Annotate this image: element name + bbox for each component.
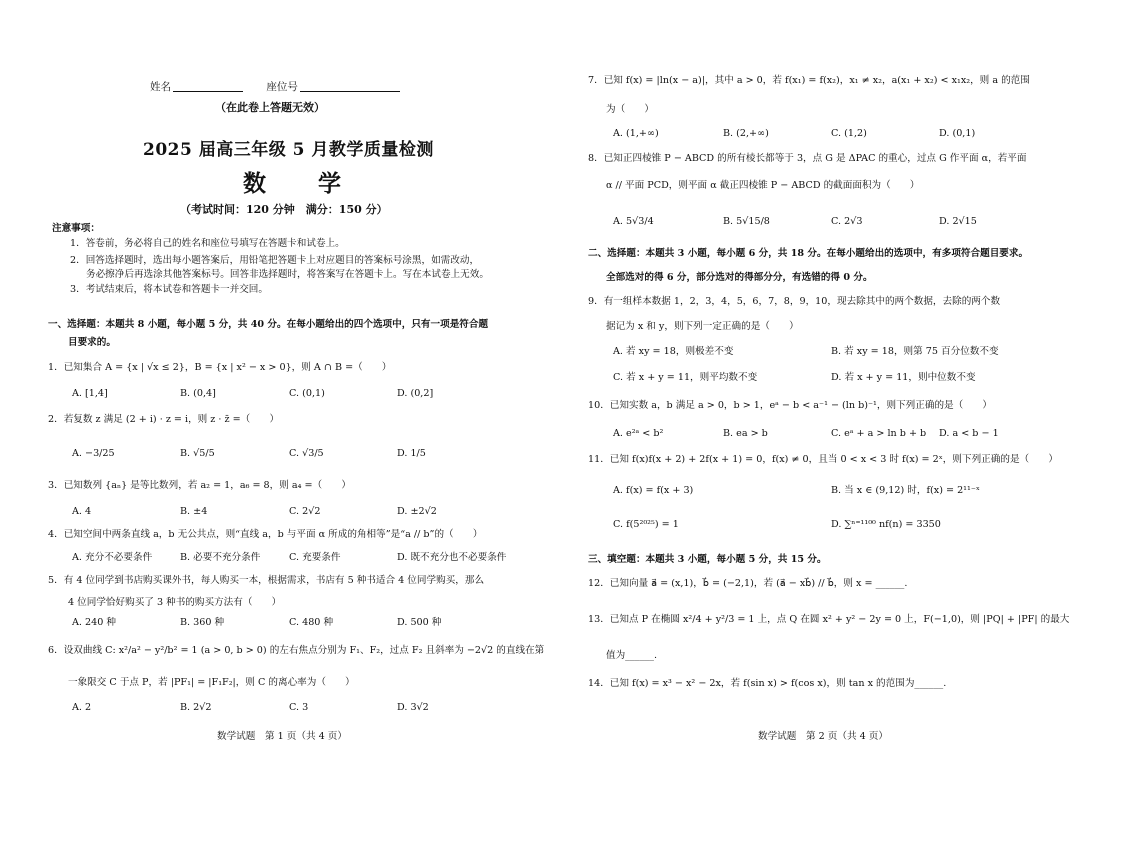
invalid-note: （在此卷上答题无效） [215,101,325,114]
page-footer: 数学试题 第 1 页（共 4 页） [217,731,347,742]
option-d: D. 2√15 [939,216,977,227]
option-d: D. 既不充分也不必要条件 [397,552,507,563]
option-a: A. 若 xy = 18，则极差不变 [613,346,734,357]
notes-heading: 注意事项： [52,223,100,234]
question-11-stem: 11．已知 f(x)f(x + 2) + 2f(x + 1) = 0，f(x) ≠ 0，且当 0 < x < 3 时 f(x) = 2ˣ，则下列正确的是（ ） [588,454,1058,465]
option-a: A. [1,4] [72,388,108,399]
option-b: B. ±4 [180,506,208,517]
option-c: C. 2√2 [289,506,321,517]
option-d: D. 500 种 [397,617,442,628]
option-b: B. 2√2 [180,702,212,713]
section1-heading: 一、选择题：本题共 8 小题，每小题 5 分，共 40 分。在每小题给出的四个选项中，只有一项是符合题 [48,319,489,330]
note-item: 2．回答选择题时，选出每小题答案后，用铅笔把答题卡上对应题目的答案标号涂黑，如需改动， [70,255,480,266]
option-a: A. 240 种 [72,617,116,628]
option-c: C. 2√3 [831,216,863,227]
note-item: 1．答卷前，务必将自己的姓名和座位号填写在答题卡和试卷上。 [70,238,345,249]
section2-heading-cont: 全部选对的得 6 分，部分选对的得部分分，有选错的得 0 分。 [606,272,873,283]
note-item: 务必擦净后再选涂其他答案标号。回答非选择题时，将答案写在答题卡上。写在本试卷上无效。 [86,269,489,280]
option-d: D. ∑ⁿ⁼¹¹⁰⁰ nf(n) = 3350 [831,519,941,530]
option-d: D. (0,1) [939,128,976,139]
question-5-stem: 5．有 4 位同学到书店购买课外书，每人购买一本，根据需求，书店有 5 种书适合 4 位同学购买，那么 [48,575,485,586]
option-c: C. √3/5 [289,448,324,459]
exam-page-right [561,0,1122,850]
name-label: 姓名 [150,81,171,93]
option-d: D. 3√2 [397,702,429,713]
option-a: A. −3/25 [72,448,115,459]
option-c: C. eᵃ + a > ln b + b [831,428,927,439]
option-c: C. (1,2) [831,128,867,139]
question-9-stem: 9．有一组样本数据 1，2，3，4，5，6，7，8，9，10，现去除其中的两个数据，去除的两个数 [588,296,1001,307]
option-c: C. (0,1) [289,388,325,399]
option-a: A. 5√3/4 [613,216,654,227]
option-a: A. e²ᵃ < b² [613,428,664,439]
question-8-stem-cont: α // 平面 PCD，则平面 α 截正四棱锥 P − ABCD 的截面面积为（ ） [606,180,920,191]
option-c: C. 480 种 [289,617,334,628]
option-a: A. 4 [72,506,92,517]
question-7-stem-cont: 为（ ） [606,104,654,115]
option-b: B. 5√15/8 [723,216,770,227]
question-6-stem-cont: 一象限交 C 于点 P，若 |PF₁| = |F₁F₂|，则 C 的离心率为（ ） [68,677,355,688]
option-d: D. a < b − 1 [939,428,999,439]
seat-label: 座位号 [266,81,298,93]
option-a: A. 充分不必要条件 [72,552,153,563]
exam-title: 2025 届高三年级 5 月教学质量检测 [143,140,434,160]
option-c: C. 若 x + y = 11，则平均数不变 [613,372,758,383]
option-b: B. (0,4] [180,388,216,399]
question-14: 14．已知 f(x) = x³ − x² − 2x，若 f(sin x) > f(cos x)，则 tan x 的范围为______. [588,678,947,689]
option-d: D. (0,2] [397,388,434,399]
question-1-stem: 1．已知集合 A = {x | √x ≤ 2}，B = {x | x² − x > 0}，则 A ∩ B =（ ） [48,362,392,373]
question-7-stem: 7．已知 f(x) = |ln(x − a)|，其中 a > 0，若 f(x₁) = f(x₂)，x₁ ≠ x₂，a(x₁ + x₂) < x₁x₂，则 a 的范围 [588,75,1030,86]
option-b: B. √5/5 [180,448,215,459]
question-8-stem: 8．已知正四棱锥 P − ABCD 的所有棱长都等于 3，点 G 是 ΔPAC 的重心，过点 G 作平面 α，若平面 [588,153,1027,164]
option-a: A. 2 [72,702,92,713]
question-12: 12．已知向量 a⃗ = (x,1)，b⃗ = (−2,1)，若 (a⃗ − xb⃗) // b⃗，则 x = ______. [588,578,908,589]
section1-heading-cont: 目要求的。 [68,337,116,348]
option-c: C. f(5²⁰²⁵) = 1 [613,519,679,530]
question-5-stem-cont: 4 位同学恰好购买了 3 种书的购买方法有（ ） [68,597,282,608]
question-10-stem: 10．已知实数 a，b 满足 a > 0，b > 1，eᵃ − b < a⁻¹ − (ln b)⁻¹，则下列正确的是（ ） [588,400,993,411]
question-4-stem: 4．已知空间中两条直线 a，b 无公共点，则“直线 a，b 与平面 α 所成的角相等”是“a // b”的（ ） [48,529,483,540]
question-2-stem: 2．若复数 z 满足 (2 + i) · z = i，则 z · z̄ =（ ） [48,414,280,425]
option-b: B. 360 种 [180,617,225,628]
seat-blank [300,80,400,92]
page-footer: 数学试题 第 2 页（共 4 页） [758,731,888,742]
option-d: D. 若 x + y = 11，则中位数不变 [831,372,976,383]
question-6-stem: 6．设双曲线 C: x²/a² − y²/b² = 1 (a > 0, b > 0) 的左右焦点分别为 F₁、F₂，过点 F₂ 且斜率为 −2√2 的直线在第 [48,645,545,656]
name-blank [173,80,243,92]
option-a: A. f(x) = f(x + 3) [613,485,694,496]
note-item: 3．考试结束后，将本试卷和答题卡一并交回。 [70,284,268,295]
section2-heading: 二、选择题：本题共 3 小题，每小题 6 分，共 18 分。在每小题给出的选项中，有多项符合题目要求。 [588,248,1029,259]
option-b: B. 必要不充分条件 [180,552,261,563]
exam-info: （考试时间：120 分钟 满分：150 分） [180,203,388,216]
name-field [150,80,400,94]
question-3-stem: 3．已知数列 {aₙ} 是等比数列，若 a₂ = 1，a₆ = 8，则 a₄ =（ ） [48,480,351,491]
option-d: D. ±2√2 [397,506,437,517]
option-a: A. (1,+∞) [613,128,659,139]
subject-title: 数 学 [243,170,364,197]
question-13: 13．已知点 P 在椭圆 x²/4 + y²/3 = 1 上，点 Q 在圆 x² + y² − 2y = 0 上，F(−1,0)，则 |PQ| + |PF| 的最大 [588,614,1070,625]
option-b: B. 当 x ∈ (9,12) 时，f(x) = 2¹¹⁻ˣ [831,485,980,496]
option-b: B. ea > b [723,428,768,439]
option-d: D. 1/5 [397,448,426,459]
question-9-stem-cont: 据记为 x 和 y，则下列一定正确的是（ ） [606,321,799,332]
option-c: C. 3 [289,702,309,713]
question-13-cont: 值为______. [606,650,658,661]
option-c: C. 充要条件 [289,552,341,563]
section3-heading: 三、填空题：本题共 3 小题，每小题 5 分，共 15 分。 [588,554,827,565]
option-b: B. (2,+∞) [723,128,769,139]
option-b: B. 若 xy = 18，则第 75 百分位数不变 [831,346,999,357]
